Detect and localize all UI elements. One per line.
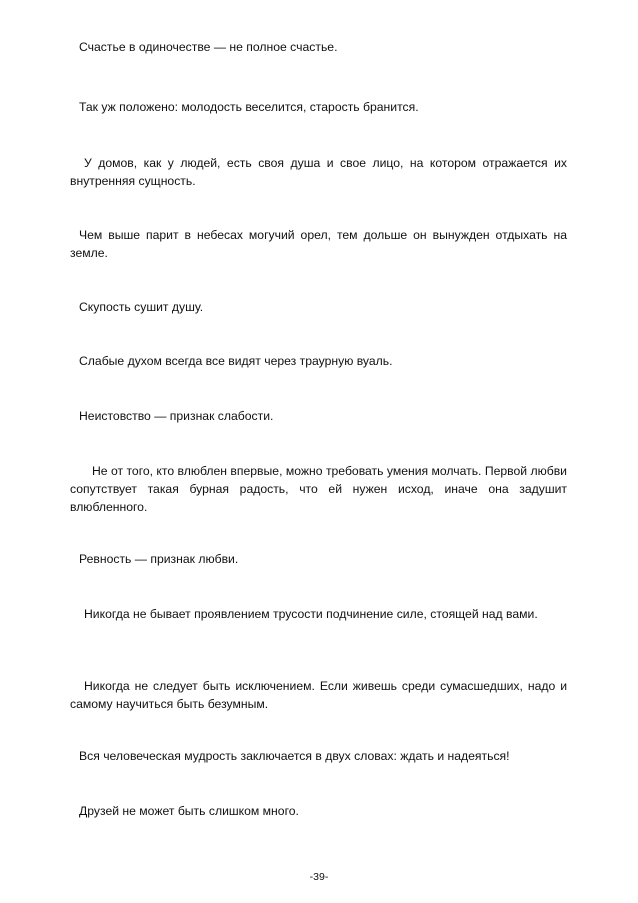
- quote-7: Неистовство — признак слабости.: [79, 409, 274, 423]
- quote-3: У домов, как у людей, есть своя душа и свое лицо, на котором отражается их внутренняя сущность.: [70, 156, 567, 188]
- quote-9: Ревность — признак любви.: [79, 552, 239, 566]
- page-number: -39-: [309, 871, 329, 883]
- quote-5: Скупость сушит душу.: [79, 300, 204, 314]
- quote-6: Слабые духом всегда все видят через траурную вуаль.: [79, 354, 393, 368]
- quote-12: Вся человеческая мудрость заключается в двух словах: ждать и надеяться!: [79, 749, 510, 763]
- quote-1: Счастье в одиночестве — не полное счастье.: [79, 40, 338, 54]
- quote-4: Чем выше парит в небесах могучий орел, тем дольше он вынужден отдыхать на земле.: [70, 228, 567, 260]
- quote-10: Никогда не бывает проявлением трусости подчинение силе, стоящей над вами.: [84, 607, 538, 621]
- quote-11: Никогда не следует быть исключением. Если живешь среди сумасшедших, надо и самому научиться быть безумным.: [70, 679, 567, 711]
- quote-2: Так уж положено: молодость веселится, старость бранится.: [79, 100, 419, 114]
- quote-8: Не от того, кто влюблен впервые, можно требовать умения молчать. Первой любви сопутствует такая бурная радость, что ей нужен исход, иначе она задушит влюбленного.: [70, 464, 567, 514]
- quote-13: Друзей не может быть слишком много.: [79, 804, 299, 818]
